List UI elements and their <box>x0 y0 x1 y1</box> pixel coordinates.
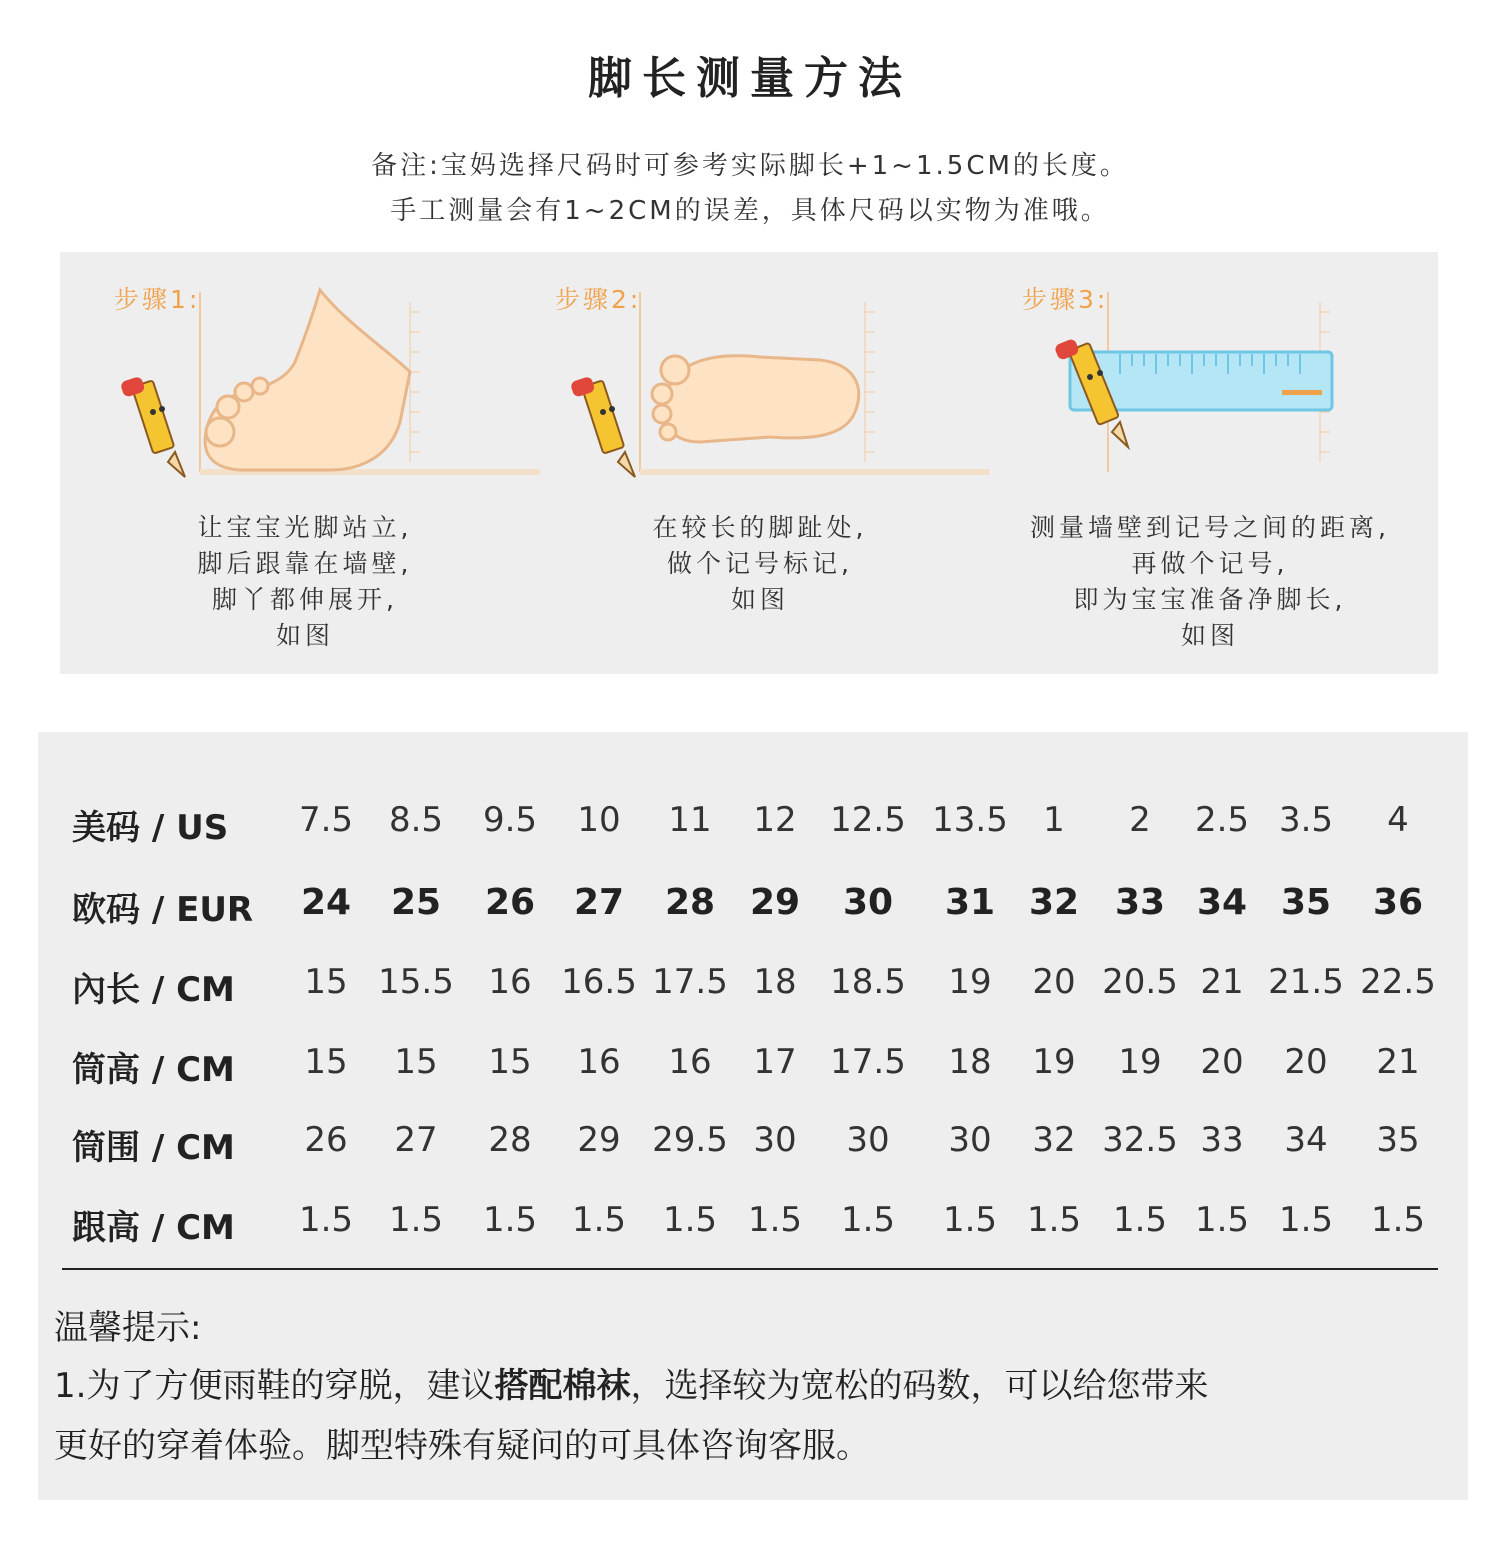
table-cell: 16 <box>668 1042 712 1082</box>
table-cell: 1.5 <box>298 1200 354 1240</box>
note-line-2: 手工测量会有1~2CM的误差，具体尺码以实物为准哦。 <box>390 196 1110 226</box>
table-cell: 1.5 <box>571 1200 627 1240</box>
table-cell: 17.5 <box>652 962 728 1002</box>
table-cell: 31 <box>944 882 996 923</box>
size-table-panel <box>38 732 1468 1500</box>
table-cell: 1.5 <box>1026 1200 1082 1240</box>
table-cell: 1.5 <box>1112 1200 1168 1240</box>
table-cell: 17 <box>753 1042 797 1082</box>
row-label: 欧码 / EUR <box>72 890 254 930</box>
table-cell: 12 <box>753 800 797 840</box>
table-cell: 25 <box>390 882 442 923</box>
table-cell: 28 <box>664 882 716 923</box>
table-row <box>38 800 1468 860</box>
table-cell: 35 <box>1280 882 1332 923</box>
table-cell: 30 <box>948 1120 992 1160</box>
table-cell: 15 <box>304 1042 348 1082</box>
table-cell: 1.5 <box>662 1200 718 1240</box>
table-cell: 1.5 <box>1194 1200 1250 1240</box>
row-label: 跟高 / CM <box>72 1208 235 1248</box>
table-cell: 16.5 <box>561 962 637 1002</box>
table-cell: 27 <box>394 1120 438 1160</box>
row-label: 內长 / CM <box>72 970 235 1010</box>
measurement-steps-panel <box>60 252 1438 674</box>
ruler-measure-illustration <box>1020 282 1420 482</box>
table-cell: 34 <box>1284 1120 1328 1160</box>
foot-top-view-illustration <box>570 282 990 482</box>
table-cell: 1.5 <box>942 1200 998 1240</box>
table-cell: 15 <box>488 1042 532 1082</box>
step-2-line-2: 做个记号标记, <box>667 549 853 578</box>
step-1-line-3: 脚丫都伸展开, <box>212 585 398 614</box>
table-cell: 15 <box>304 962 348 1002</box>
table-cell: 20.5 <box>1102 962 1178 1002</box>
table-cell: 26 <box>304 1120 348 1160</box>
step-3-line-2: 再做个记号, <box>1131 549 1289 578</box>
table-cell: 22.5 <box>1360 962 1436 1002</box>
step-3 <box>980 252 1438 674</box>
table-cell: 15.5 <box>378 962 454 1002</box>
page-title: 脚长测量方法 <box>588 53 912 104</box>
table-cell: 29 <box>749 882 801 923</box>
row-label: 美码 / US <box>72 808 229 848</box>
step-1-line-4: 如图 <box>275 621 334 650</box>
table-cell: 29.5 <box>652 1120 728 1160</box>
tips-title: 温馨提示: <box>54 1308 202 1348</box>
table-cell: 33 <box>1114 882 1166 923</box>
table-cell: 7.5 <box>298 800 354 840</box>
table-cell: 33 <box>1200 1120 1244 1160</box>
step-1-text <box>170 510 440 654</box>
table-cell: 17.5 <box>830 1042 906 1082</box>
table-cell: 18 <box>948 1042 992 1082</box>
row-label: 筒围 / CM <box>72 1128 235 1168</box>
tips-line-1-post: ，选择较为宽松的码数，可以给您带来 <box>630 1366 1209 1406</box>
table-cell: 16 <box>488 962 532 1002</box>
step-2-line-1: 在较长的脚趾处, <box>652 513 868 542</box>
step-3-label: 步骤3: <box>1022 285 1109 314</box>
table-cell: 34 <box>1196 882 1248 923</box>
step-2 <box>520 252 980 674</box>
table-cell: 8.5 <box>388 800 444 840</box>
step-3-text <box>990 510 1430 654</box>
tips-line-1-pre: 1.为了方便雨鞋的穿脱，建议 <box>54 1366 495 1406</box>
table-cell: 1.5 <box>747 1200 803 1240</box>
step-1 <box>60 252 520 674</box>
table-cell: 29 <box>577 1120 621 1160</box>
table-cell: 32.5 <box>1102 1120 1178 1160</box>
table-cell: 2.5 <box>1194 800 1250 840</box>
table-cell: 18.5 <box>830 962 906 1002</box>
table-cell: 35 <box>1376 1120 1420 1160</box>
table-cell: 1 <box>1043 800 1065 840</box>
step-3-line-3: 即为宝宝准备净脚长, <box>1073 585 1347 614</box>
table-cell: 4 <box>1387 800 1409 840</box>
table-cell: 1.5 <box>1370 1200 1426 1240</box>
table-cell: 32 <box>1032 1120 1076 1160</box>
table-cell: 24 <box>300 882 352 923</box>
table-cell: 12.5 <box>830 800 906 840</box>
table-cell: 16 <box>577 1042 621 1082</box>
table-cell: 1.5 <box>840 1200 896 1240</box>
table-row <box>38 1200 1468 1260</box>
table-cell: 20 <box>1032 962 1076 1002</box>
note-line-1: 备注:宝妈选择尺码时可参考实际脚长+1~1.5CM的长度。 <box>371 151 1129 181</box>
table-cell: 30 <box>842 882 894 923</box>
step-2-line-3: 如图 <box>730 585 789 614</box>
table-cell: 30 <box>753 1120 797 1160</box>
step-1-line-1: 让宝宝光脚站立, <box>197 513 413 542</box>
table-cell: 32 <box>1028 882 1080 923</box>
table-cell: 26 <box>484 882 536 923</box>
tips-line-2: 更好的穿着体验。脚型特殊有疑问的可具体咨询客服。 <box>54 1426 870 1466</box>
table-cell: 21 <box>1376 1042 1420 1082</box>
table-cell: 27 <box>573 882 625 923</box>
table-cell: 2 <box>1129 800 1151 840</box>
table-cell: 30 <box>846 1120 890 1160</box>
step-3-line-4: 如图 <box>1180 621 1239 650</box>
table-cell: 13.5 <box>932 800 1008 840</box>
table-cell: 19 <box>948 962 992 1002</box>
standing-foot-illustration <box>120 282 540 482</box>
table-cell: 19 <box>1118 1042 1162 1082</box>
table-cell: 21 <box>1200 962 1244 1002</box>
tips-line-1-bold: 搭配棉袜 <box>494 1366 631 1406</box>
table-cell: 10 <box>577 800 621 840</box>
table-row <box>38 962 1468 1022</box>
table-cell: 19 <box>1032 1042 1076 1082</box>
table-cell: 9.5 <box>482 800 538 840</box>
step-2-label: 步骤2: <box>555 285 642 314</box>
step-1-line-2: 脚后跟靠在墙壁, <box>197 549 413 578</box>
pencil-mascot-icon <box>120 376 185 477</box>
divider-line <box>62 1268 1438 1270</box>
table-cell: 21.5 <box>1268 962 1344 1002</box>
table-cell: 28 <box>488 1120 532 1160</box>
step-1-label: 步骤1: <box>114 285 201 314</box>
row-label: 筒高 / CM <box>72 1050 235 1090</box>
table-row <box>38 1120 1468 1180</box>
pencil-mascot-icon <box>570 376 635 477</box>
table-cell: 18 <box>753 962 797 1002</box>
table-cell: 1.5 <box>482 1200 538 1240</box>
table-cell: 1.5 <box>1278 1200 1334 1240</box>
table-cell: 15 <box>394 1042 438 1082</box>
step-2-text <box>610 510 910 618</box>
tips-line-1 <box>54 1358 1208 1407</box>
table-row <box>38 1042 1468 1102</box>
table-cell: 3.5 <box>1278 800 1334 840</box>
table-cell: 36 <box>1372 882 1424 923</box>
step-3-line-1: 测量墙壁到记号之间的距离, <box>1030 513 1390 542</box>
table-cell: 1.5 <box>388 1200 444 1240</box>
table-cell: 20 <box>1200 1042 1244 1082</box>
table-cell: 20 <box>1284 1042 1328 1082</box>
table-cell: 11 <box>668 800 712 840</box>
table-row <box>38 882 1468 942</box>
